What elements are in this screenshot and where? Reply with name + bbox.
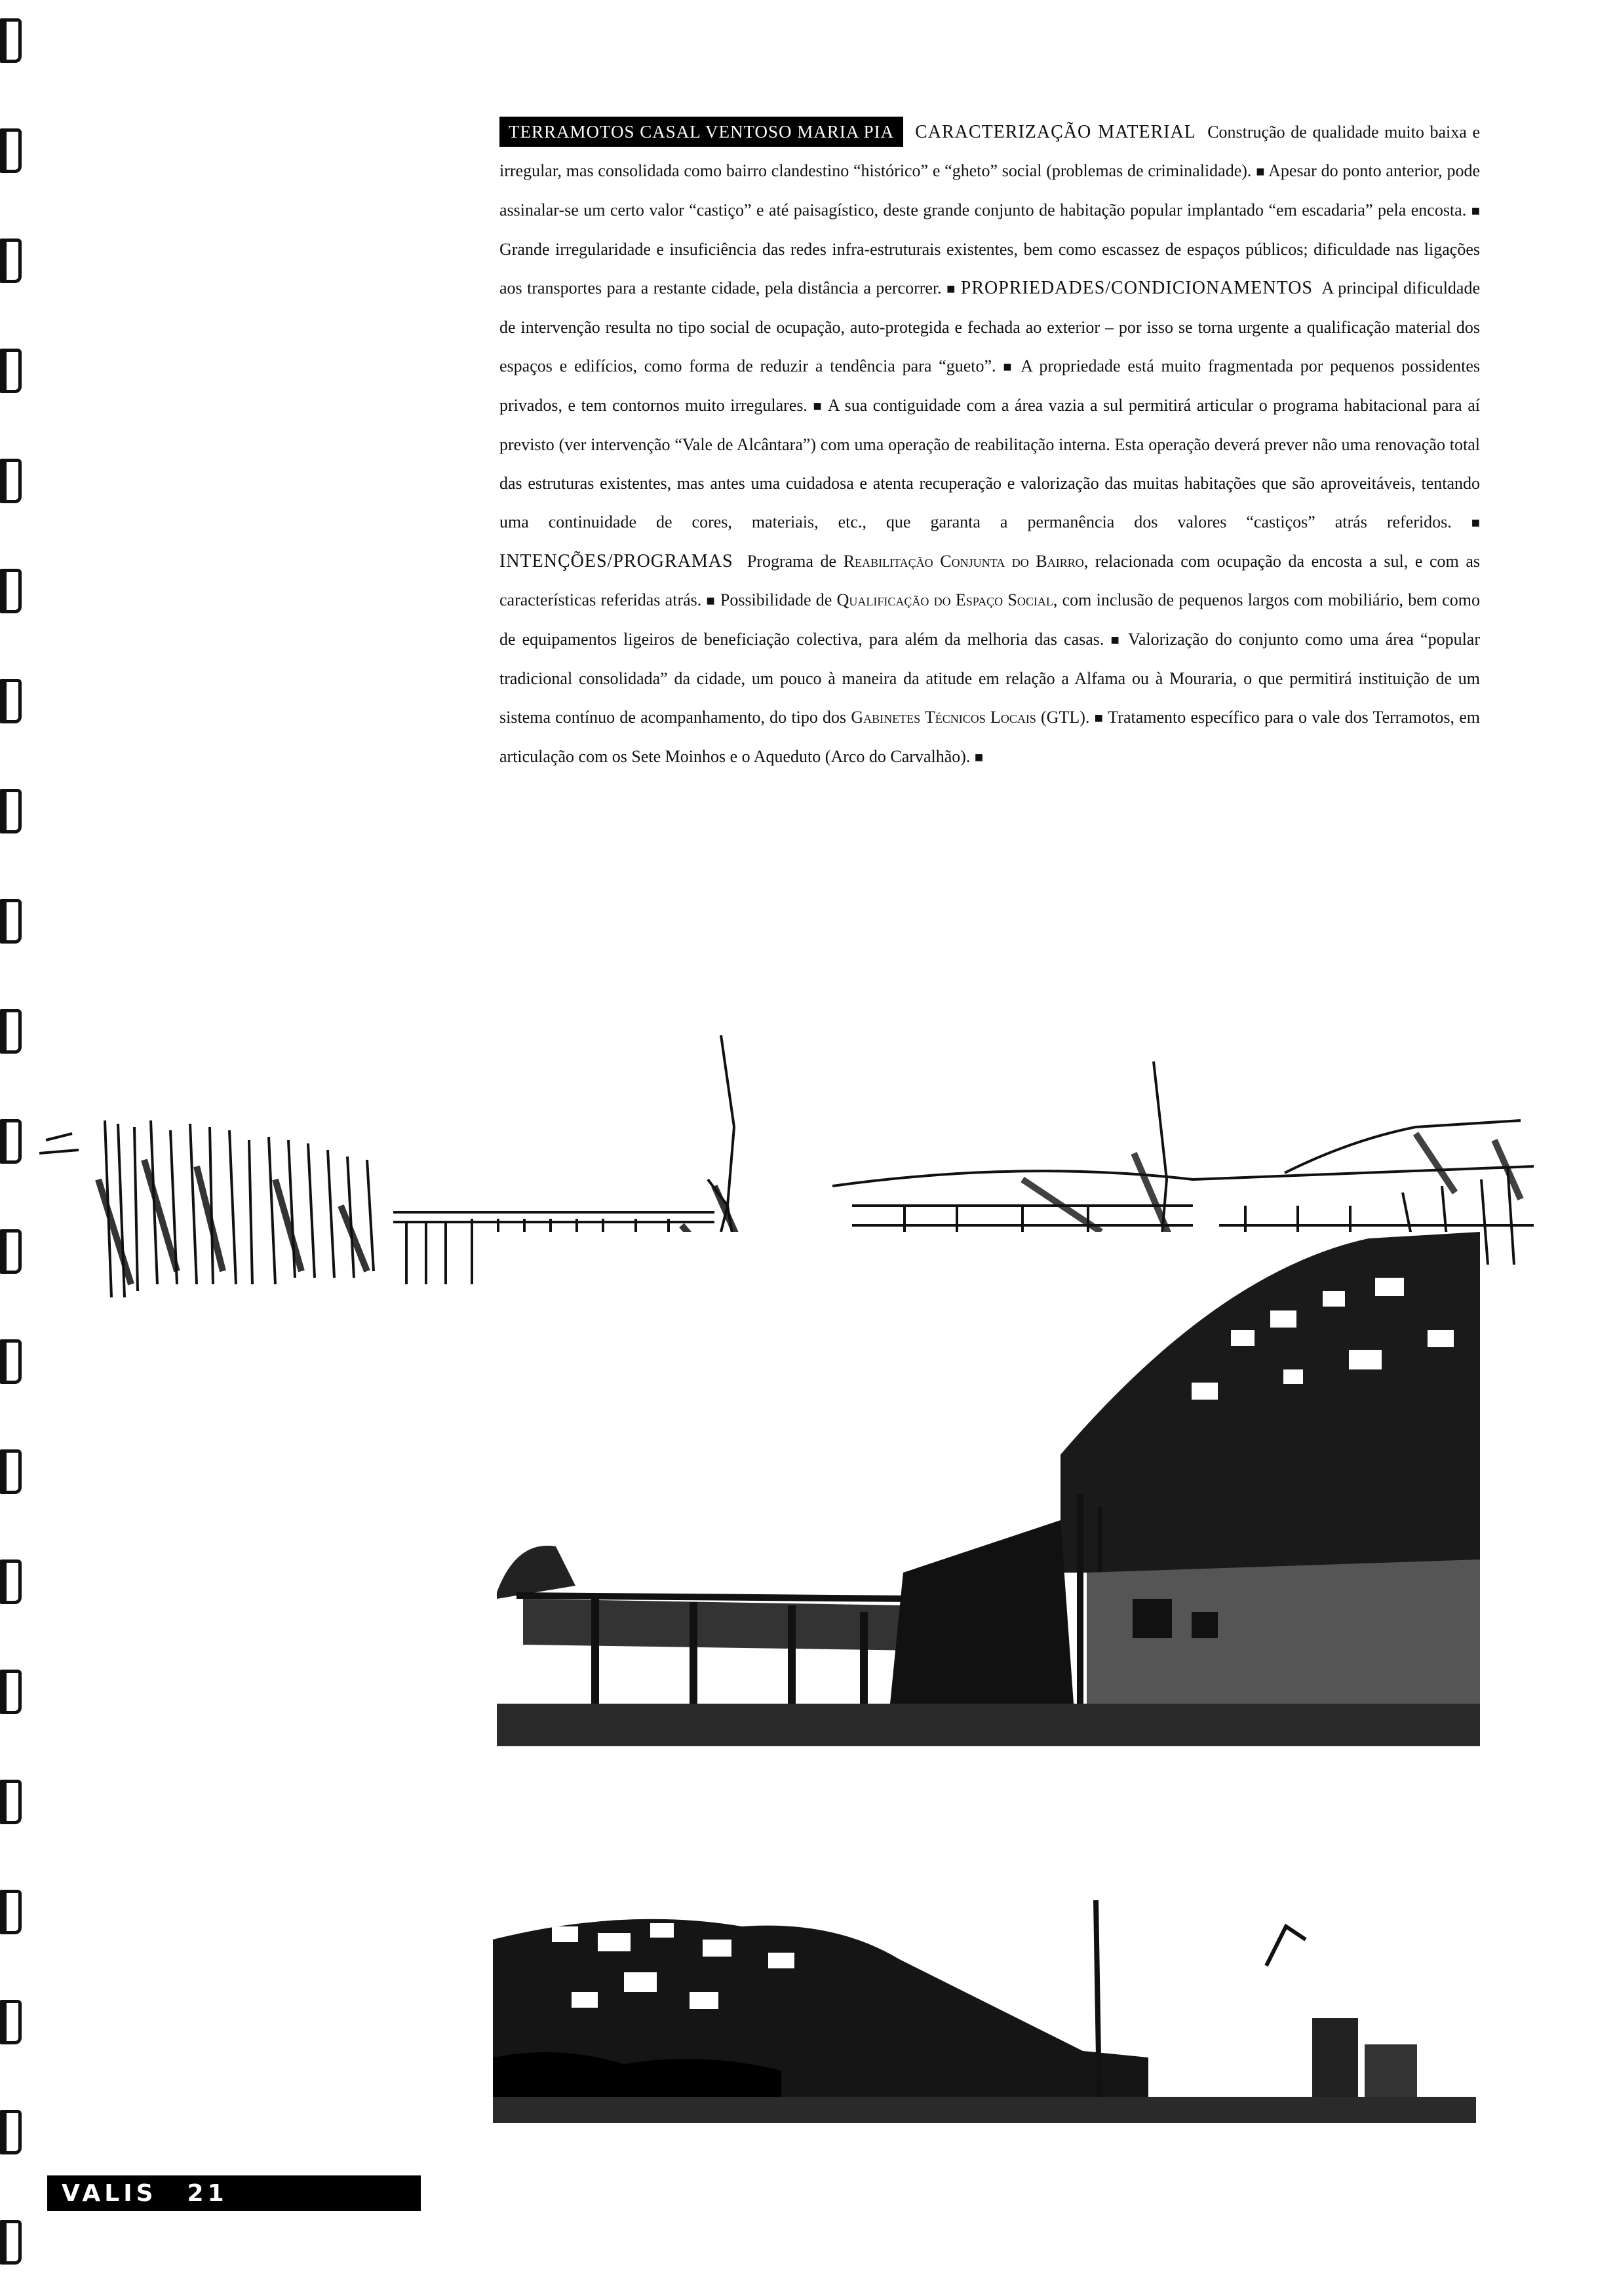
square-bullet: ■ bbox=[813, 398, 823, 414]
binding-hole bbox=[4, 128, 22, 173]
paragraph: Grande irregularidade e insuficiência das redes infra-estruturais existentes, bem como escassez de espaços públicos; dificuldade nas ligações aos transportes para a restante cidade, pela distância a percorrer. bbox=[499, 240, 1480, 297]
binding-hole bbox=[4, 789, 22, 833]
paragraph: Valorização do conjunto como uma área “popular tradicional consolidada” da cidade, um pouco à maneira da atitude em relação a Alfama ou à Mouraria, o que permitirá instituição de um sistema contínuo de acompanhamento, do tipo dos bbox=[499, 630, 1480, 727]
binding-hole bbox=[4, 239, 22, 283]
paragraph: , com inclusão de pequenos largos com mobiliário, bem como de equipamentos ligeiros de beneficiação colectiva, para além da melhoria das casas. bbox=[499, 590, 1481, 649]
binding-hole bbox=[4, 569, 22, 613]
paragraph: Possibilidade de bbox=[720, 590, 837, 609]
binding-hole bbox=[4, 899, 22, 944]
square-bullet: ■ bbox=[1471, 514, 1480, 531]
square-bullet: ■ bbox=[974, 749, 984, 765]
program-name: Gabinetes Técnicos Locais bbox=[851, 708, 1036, 727]
paragraph: Programa de bbox=[747, 552, 844, 571]
square-bullet: ■ bbox=[1003, 358, 1015, 375]
footer-bar bbox=[47, 2175, 421, 2211]
binding-hole bbox=[4, 1890, 22, 1934]
heading-caracterizacao: CARACTERIZAÇÃO MATERIAL bbox=[915, 122, 1196, 142]
page-number: 21 bbox=[187, 2179, 228, 2207]
square-bullet: ■ bbox=[1110, 632, 1122, 648]
magazine-name: VALIS bbox=[62, 2179, 157, 2207]
square-bullet: ■ bbox=[706, 592, 716, 609]
paragraph: (GTL). bbox=[1036, 708, 1090, 727]
square-bullet: ■ bbox=[1471, 202, 1481, 219]
heading-propriedades: PROPRIEDADES/CONDICIONAMENTOS bbox=[960, 278, 1313, 298]
section-title-tag: TERRAMOTOS CASAL VENTOSO MARIA PIA bbox=[499, 117, 903, 147]
binding-hole bbox=[4, 459, 22, 503]
binding-hole bbox=[4, 1559, 22, 1604]
binding-holes bbox=[0, 0, 26, 2296]
paragraph: A principal dificuldade de intervenção resulta no tipo social de ocupação, auto-protegida e fechada ao exterior – por isso se torna urgente a qualificação material dos espaços e edifícios, como forma de reduzir a tendência para “gueto”. bbox=[499, 278, 1481, 375]
paragraph: Construção de qualidade muito baixa e irregular, mas consolidada como bairro clandestino “histórico” e “gheto” social (problemas de criminalidade). bbox=[499, 123, 1480, 180]
binding-hole bbox=[4, 2110, 22, 2154]
binding-hole bbox=[4, 1229, 22, 1274]
binding-hole bbox=[4, 1780, 22, 1824]
binding-hole bbox=[4, 2220, 22, 2265]
square-bullet: ■ bbox=[946, 280, 956, 297]
square-bullet: ■ bbox=[1256, 163, 1265, 180]
heading-intencoes: INTENÇÕES/PROGRAMAS bbox=[499, 551, 733, 571]
binding-hole bbox=[4, 679, 22, 723]
article-text bbox=[499, 113, 1480, 776]
square-bullet: ■ bbox=[1094, 710, 1104, 726]
binding-hole bbox=[4, 349, 22, 393]
binding-hole bbox=[4, 1670, 22, 1714]
paragraph: , relacionada com ocupação da encosta a sul, e com as características referidas atrás. bbox=[499, 552, 1481, 609]
program-name: Qualificação do Espaço Social bbox=[836, 590, 1053, 609]
paragraph: A sua contiguidade com a área vazia a sul permitirá articular o programa habitacional para aí previsto (ver intervenção “Vale de Alcântara”) com uma operação de reabilitação interna. Esta operação deverá prever não uma renovação total das estruturas existentes, mas antes uma cuidadosa e atenta recuperação e valorização das muitas habitações que são aproveitáveis, tentando uma continuidade de cores, materiais, etc., que garanta a permanência dos valores “castiços” atrás referidos. bbox=[499, 396, 1480, 531]
paragraph: Apesar do ponto anterior, pode assinalar-se um certo valor “castiço” e até paisagístico, deste grande conjunto de habitação popular implantado “em escadaria” pela encosta. bbox=[499, 161, 1481, 220]
binding-hole bbox=[4, 2000, 22, 2044]
binding-hole bbox=[4, 1119, 22, 1164]
paragraph: Tratamento específico para o vale dos Terramotos, em articulação com os Sete Moinhos e o Aqueduto (Arco do Carvalhão). bbox=[499, 708, 1481, 766]
photo-hillside-panorama bbox=[493, 1900, 1476, 2123]
program-name: Reabilitação Conjunta do Bairro bbox=[843, 552, 1084, 571]
binding-hole bbox=[4, 1449, 22, 1494]
paragraph: A propriedade está muito fragmentada por pequenos possidentes privados, e tem contornos muito irregulares. bbox=[499, 356, 1480, 415]
binding-hole bbox=[4, 1009, 22, 1054]
binding-hole bbox=[4, 18, 22, 63]
photo-viaduct-and-hillside bbox=[497, 1232, 1480, 1746]
binding-hole bbox=[4, 1339, 22, 1384]
